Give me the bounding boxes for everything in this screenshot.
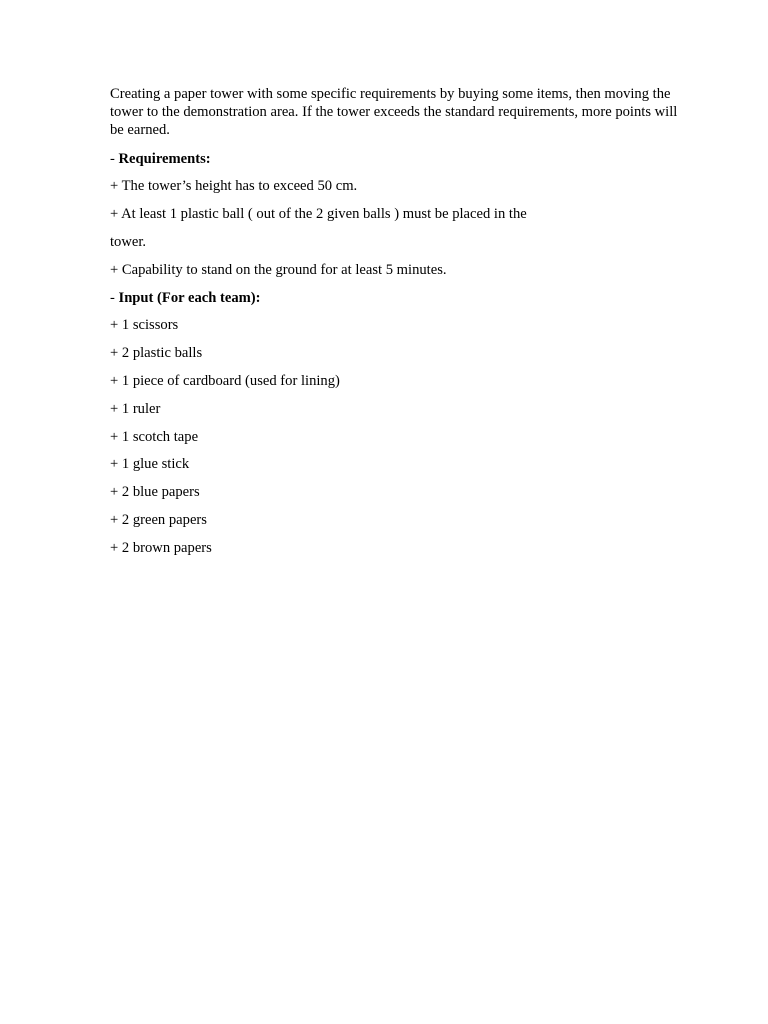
list-item: + 1 glue stick	[110, 456, 190, 473]
list-item: tower.	[110, 234, 147, 250]
list-item: + The tower’s height has to exceed 50 cm.	[110, 178, 358, 195]
list-item: + 2 blue papers	[110, 484, 200, 501]
list-item: + 2 brown papers	[110, 539, 212, 556]
requirements-heading	[110, 150, 690, 178]
input-heading-prefix: -	[110, 289, 119, 306]
list-item: + 1 scotch tape	[110, 428, 199, 445]
list-item: + 2 green papers	[110, 511, 207, 528]
requirements-list	[110, 177, 690, 288]
requirements-heading-prefix: -	[110, 150, 119, 167]
intro-paragraph: Creating a paper tower with some specific requirements by buying some items, then moving the tower to the demonstration area. If the tower exceeds the standard requirements, more points will be earned.	[110, 86, 678, 139]
input-list	[110, 316, 690, 566]
requirements-heading-text: Requirements:	[118, 150, 211, 167]
list-item: + Capability to stand on the ground for at least 5 minutes.	[110, 261, 447, 278]
list-item: + At least 1 plastic ball ( out of the 2 given balls ) must be placed in the	[110, 206, 527, 223]
list-item: + 1 piece of cardboard (used for lining)	[110, 372, 340, 389]
document-body	[110, 85, 690, 567]
input-heading	[110, 289, 690, 317]
list-item: + 2 plastic balls	[110, 345, 203, 362]
input-heading-text: Input (For each team):	[118, 289, 261, 306]
list-item: + 1 scissors	[110, 317, 179, 334]
list-item: + 1 ruler	[110, 400, 161, 417]
